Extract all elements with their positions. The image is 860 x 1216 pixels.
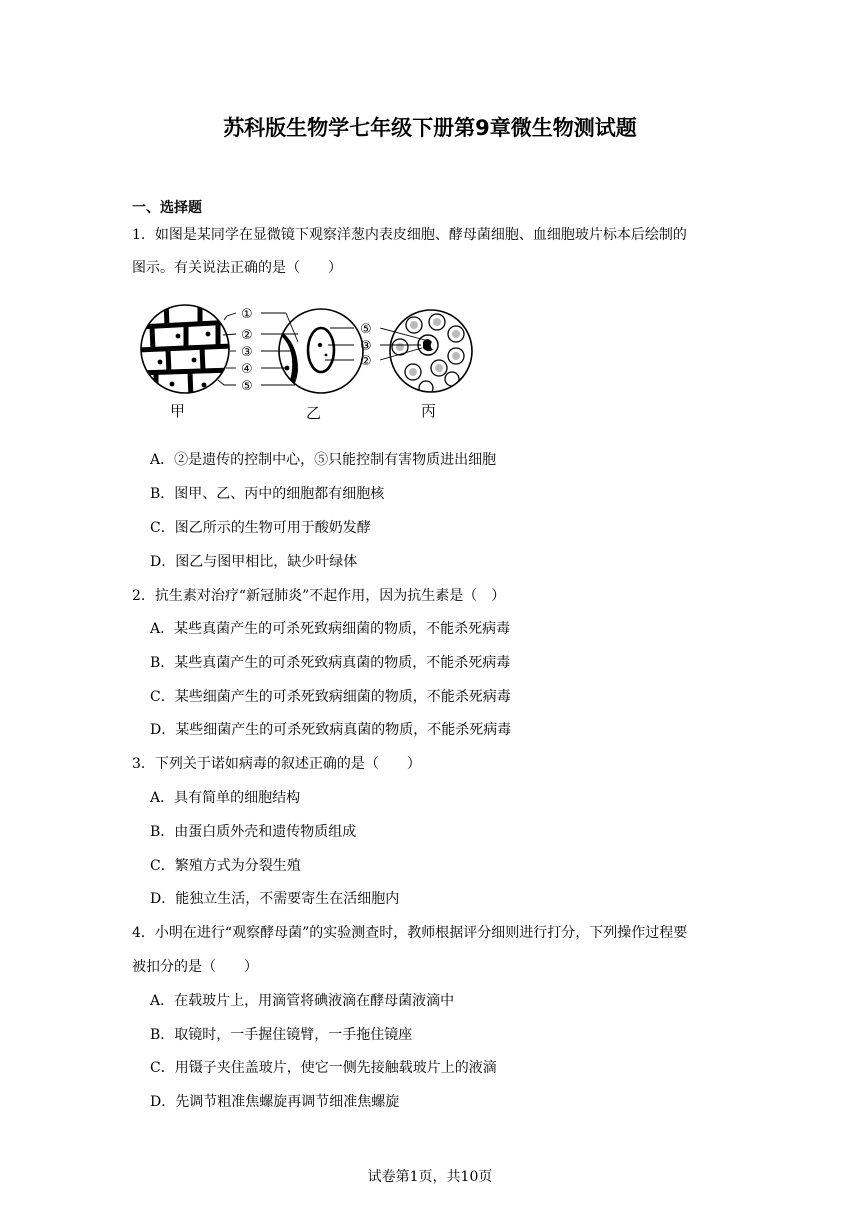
question-3-option-c[interactable]: C．繁殖方式为分裂生殖 [150,858,301,874]
question-1-option-b[interactable]: B．图甲、乙、丙中的细胞都有细胞核 [150,486,385,502]
question-4-option-b[interactable]: B．取镜时，一手握住镜臂，一手拖住镜座 [150,1027,413,1043]
page-title: 苏科版生物学七年级下册第9章微生物测试题 [223,116,637,140]
marker-5b: ⑤ [360,322,372,337]
question-4-stem-line-1: 4．小明在进行“观察酵母菌”的实验测查时，教师根据评分细则进行打分，下列操作过程要 [132,925,688,941]
question-1-stem-line-1: 1．如图是某同学在显微镜下观察洋葱内表皮细胞、酵母菌细胞、血细胞玻片标本后绘制的 [132,227,687,243]
question-3-option-b[interactable]: B．由蛋白质外壳和遗传物质组成 [150,824,357,840]
figure-label-yi: 乙 [306,404,322,422]
question-4-stem-line-2: 被扣分的是（ ） [132,959,258,975]
question-1-stem-line-2: 图示。有关说法正确的是（ ） [132,260,342,276]
question-4-option-d[interactable]: D．先调节粗准焦螺旋再调节细准焦螺旋 [150,1094,400,1110]
question-1-option-c[interactable]: C．图乙所示的生物可用于酸奶发酵 [150,520,371,536]
question-1-option-d[interactable]: D．图乙与图甲相比，缺少叶绿体 [150,554,358,570]
marker-labels [241,307,372,394]
question-2-option-c[interactable]: C．某些细菌产生的可杀死致病细菌的物质，不能杀死病毒 [150,689,511,705]
page-footer: 试卷第1页，共10页 [367,1169,493,1185]
question-2-option-b[interactable]: B．某些真菌产生的可杀死致病真菌的物质，不能杀死病毒 [150,655,511,671]
marker-3: ③ [241,345,253,360]
marker-2: ② [241,328,253,343]
question-3-stem: 3．下列关于诺如病毒的叙述正确的是（ ） [132,756,421,772]
section-heading: 一、选择题 [132,200,202,216]
figure-label-jia: 甲 [170,402,186,420]
marker-3b: ③ [360,339,372,354]
question-1-option-a[interactable]: A．②是遗传的控制中心，⑤只能控制有害物质进出细胞 [150,452,497,468]
question-4-option-a[interactable]: A．在载玻片上，用滴管将碘液滴在酵母菌液滴中 [150,993,455,1009]
marker-5: ⑤ [241,379,253,394]
cell-diagram-figure [138,300,478,422]
marker-4: ④ [241,362,253,377]
question-2-stem: 2．抗生素对治疗“新冠肺炎”不起作用，因为抗生素是（ ） [132,588,506,604]
question-4-option-c[interactable]: C．用镊子夹住盖玻片，使它一侧先接触载玻片上的液滴 [150,1060,497,1076]
figure-label-bing: 丙 [421,402,437,420]
marker-2b: ② [360,354,372,369]
blood-cells-circle [390,310,472,395]
marker-1: ① [241,307,253,322]
onion-cells-circle [138,300,233,400]
yeast-cells-circle [279,309,363,400]
question-3-option-d[interactable]: D．能独立生活，不需要寄生在活细胞内 [150,891,400,907]
question-3-option-a[interactable]: A．具有简单的细胞结构 [150,790,301,806]
question-2-option-d[interactable]: D．某些细菌产生的可杀死致病真菌的物质，不能杀死病毒 [150,722,512,738]
question-2-option-a[interactable]: A．某些真菌产生的可杀死致病细菌的物质，不能杀死病毒 [150,621,511,637]
